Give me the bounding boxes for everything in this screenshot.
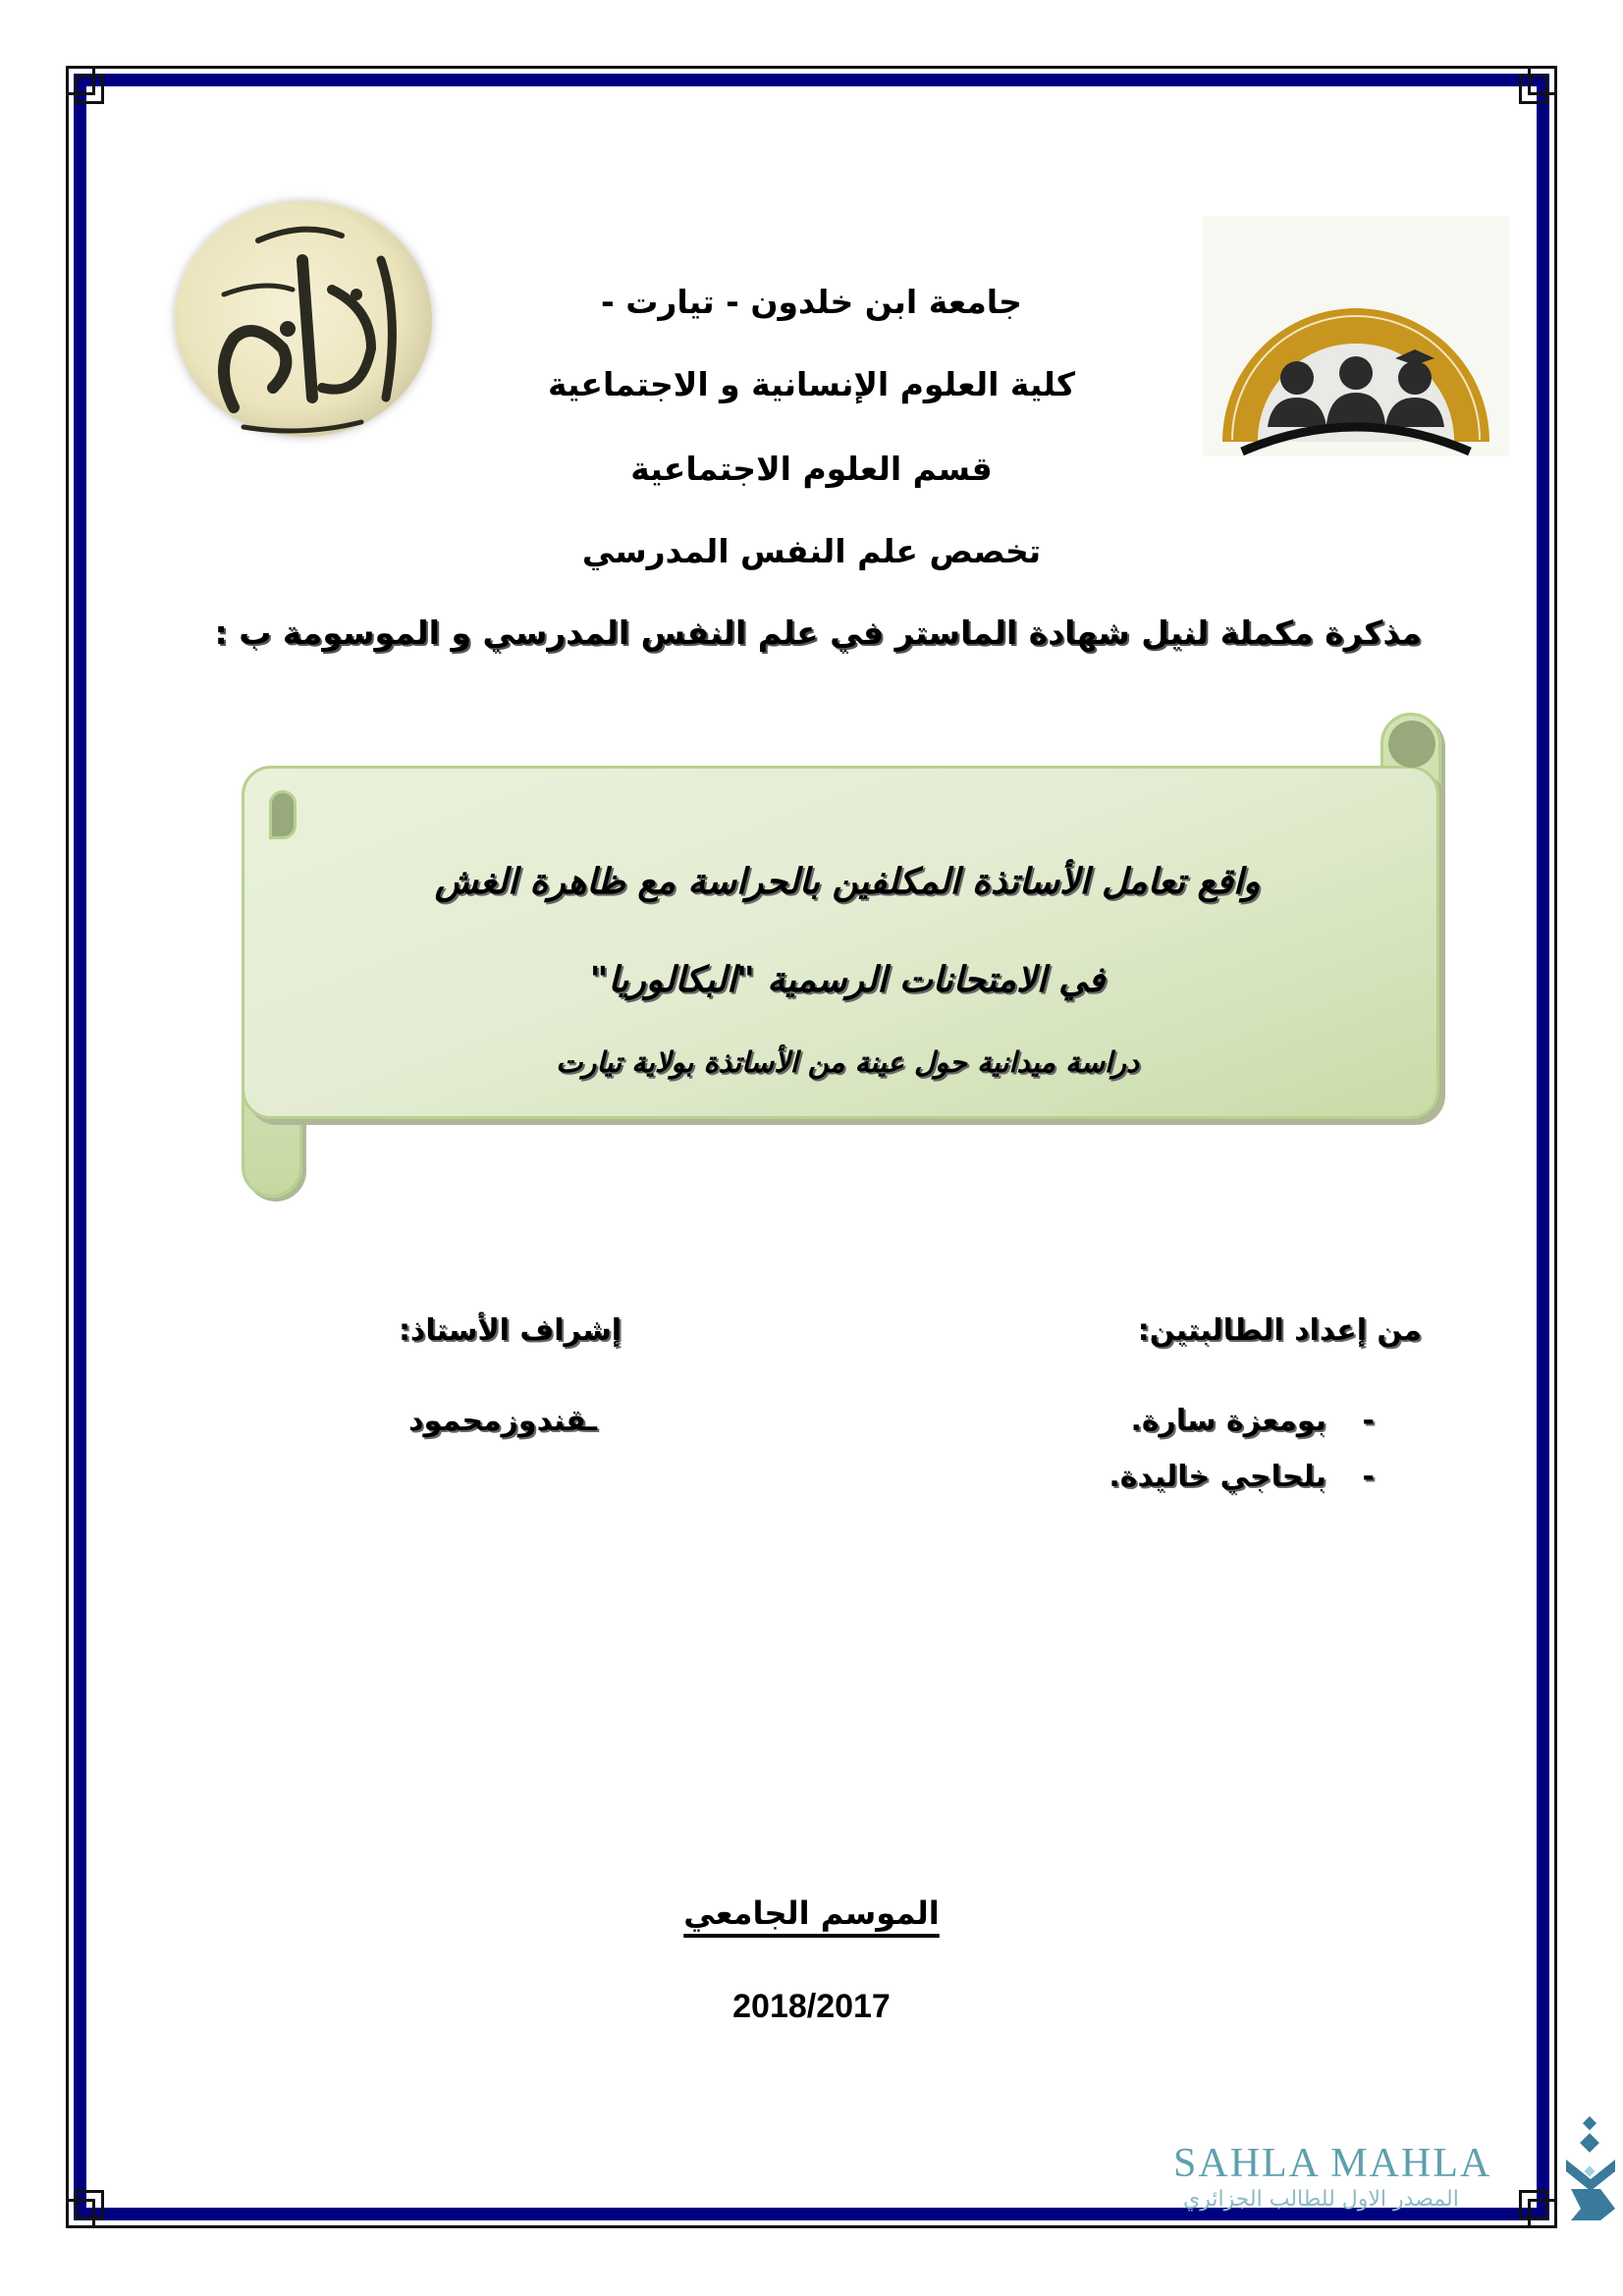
student-bullet: - xyxy=(1362,1404,1375,1438)
thesis-subtitle: دراسة ميدانية حول عينة من الأساتذة بولاية تيارت xyxy=(556,1045,1139,1079)
faculty-logo xyxy=(1203,216,1509,456)
department-name: قسم العلوم الاجتماعية xyxy=(630,450,993,488)
frame-corner-ornament xyxy=(1519,75,1548,104)
frame-corner-ornament xyxy=(75,2190,104,2219)
university-name: جامعة ابن خلدون - تيارت - xyxy=(601,283,1022,321)
frame-corner-ornament xyxy=(75,75,104,104)
faculty-name: كلية العلوم الإنسانية و الاجتماعية xyxy=(547,365,1076,403)
scroll-curl-icon xyxy=(269,790,297,839)
season-label-text: الموسم الجامعي xyxy=(683,1895,940,1932)
supervisor-label: إشراف الأستاذ: xyxy=(398,1313,622,1348)
student-name: بومعزة سارة. xyxy=(1130,1404,1326,1438)
watermark-tagline: المصدر الاول للطالب الجزائري xyxy=(1183,2187,1459,2212)
scroll-curl-icon xyxy=(1388,721,1435,768)
sahla-mahla-calligraphy-icon xyxy=(1561,2110,1620,2228)
student-name: بلحاجي خاليدة. xyxy=(1109,1460,1326,1494)
academic-year: 2018/2017 xyxy=(732,1988,891,2025)
memo-intro: مذكرة مكملة لنيل شهادة الماستر في علم النفس المدرسي و الموسومة ب : xyxy=(214,614,1422,652)
faculty-emblem-icon xyxy=(1203,216,1509,456)
thesis-title-line2: في الامتحانات الرسمية "البكالوريا" xyxy=(589,960,1106,1000)
students-label: من إعداد الطالبتين: xyxy=(1137,1313,1422,1348)
supervisor-name: ـقندوزمحمود xyxy=(408,1404,597,1438)
watermark-brand: SAHLA MAHLA xyxy=(1173,2141,1492,2186)
thesis-title-line1: واقع تعامل الأساتذة المكلفين بالحراسة مع ظاهرة الغش xyxy=(434,862,1261,902)
academic-season-label xyxy=(0,1895,1623,1932)
frame-corner-ornament xyxy=(1519,2190,1548,2219)
title-scroll-banner xyxy=(234,705,1461,1205)
student-bullet: - xyxy=(1362,1460,1375,1494)
specialty-name: تخصص علم النفس المدرسي xyxy=(581,532,1042,570)
